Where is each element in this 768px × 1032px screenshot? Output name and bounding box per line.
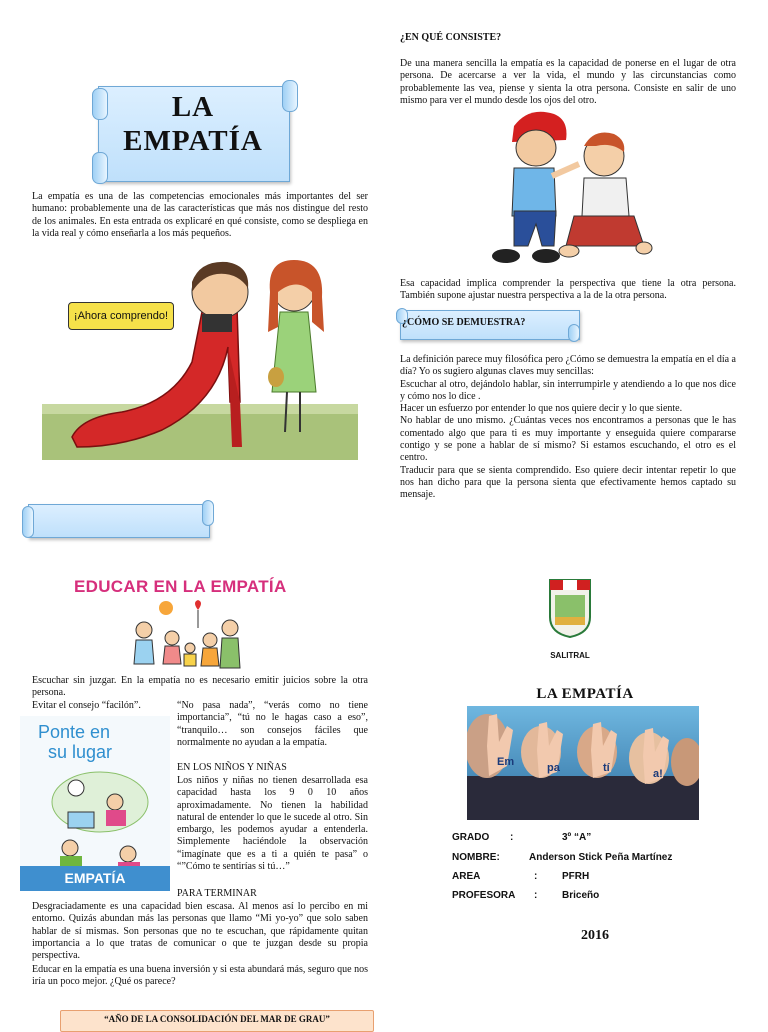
hand-letters: tí — [603, 762, 610, 774]
family-illustration — [126, 598, 248, 674]
heading-en-que-consiste: ¿EN QUÉ CONSISTE? — [400, 32, 502, 43]
poster-title: Ponte en su lugar — [38, 722, 113, 762]
kids-illustration — [484, 106, 654, 278]
como-se-demuestra-banner — [396, 306, 582, 342]
info-label: PROFESORA — [452, 890, 516, 901]
hand-letters: a! — [653, 768, 663, 780]
poster-illustration — [20, 762, 170, 882]
info-value: Briceño — [562, 890, 600, 901]
paragraph-consiste: De una manera sencilla la empatía es la capacidad de ponerse en el lugar de otra persona. De acercarse a ver la vida, el mundo y las circunstancias como probablemente las vea, piense y sienta la otra persona. Consiste en salir de uno mismo para ver el mundo desde los ojos del otro. — [400, 58, 736, 106]
demo-line: Escuchar al otro, dejándolo hablar, sin interrumpirle y atendiendo a lo que nos dice y cómo nos lo dice . — [400, 378, 736, 402]
paragraph-evitar-consejo: “No pasa nada”, “verás como no tiene importancia”, “tú no le hagas caso a eso”, “tranquilo… son consejos fáciles que normalmente no ayudan a la empatía. — [177, 700, 368, 748]
heading-educar-en-la-empatia: EDUCAR EN LA EMPATÍA — [74, 577, 287, 596]
footer-year-banner — [60, 1010, 374, 1032]
info-sep: : — [534, 890, 538, 901]
cover-year: 2016 — [581, 928, 609, 943]
hand-letters: Em — [497, 756, 515, 768]
info-sep: : — [510, 832, 514, 843]
paragraph-escuchar-sin-juzgar: Escuchar sin juzgar. En la empatía no es necesario emitir juicios sobre la otra persona. — [32, 675, 368, 699]
demo-line: La definición parece muy filosófica pero ¿Cómo se demuestra la empatía en el día a día? Yo os sugiero algunas claves muy sencillas: — [400, 354, 736, 378]
poster-label: EMPATÍA — [20, 866, 170, 891]
paragraph-demuestra — [400, 354, 736, 502]
shoe-cartoon — [42, 252, 358, 460]
subheading-para-terminar: PARA TERMINAR — [177, 888, 257, 899]
hand-letters: pa — [547, 762, 560, 774]
info-value: PFRH — [562, 871, 590, 882]
speech-bubble-text: ¡Ahora comprendo! — [73, 310, 169, 322]
info-label: AREA — [452, 871, 481, 882]
info-value: 3º “A” — [562, 832, 592, 843]
speech-bubble — [68, 302, 174, 330]
paragraph-perspectiva: Esa capacidad implica comprender la perspectiva que tiene la otra persona. También supone ajustar nuestra perspectiva a la de la otra persona. — [400, 278, 736, 302]
demo-line: Traducir para que se sienta comprendido. Eso quiere decir intentar repetir lo que nos han dicho para que la persona sienta que efectivamente hemos captado su mensaje. — [400, 464, 736, 501]
evitar-consejo-label: Evitar el consejo “facilón”. — [32, 700, 141, 711]
info-sep: : — [534, 871, 538, 882]
document-title: LA EMPATÍA — [123, 91, 263, 157]
family-drawing — [126, 598, 248, 674]
subheading-ninos: EN LOS NIÑOS Y NIÑAS — [177, 762, 287, 773]
school-shield-icon — [547, 577, 593, 639]
demo-line: No hablar de uno mismo. ¿Cuántas veces nos encontramos a personas que le has comentado algo que para ti es muy importante y enseguida quiere compararse contigo y se pone a hablar de sí mismo? Si estamos escuchando, el otro es el centro. — [400, 415, 736, 464]
title-scroll-banner — [92, 80, 294, 186]
info-label: GRADO — [452, 832, 490, 843]
empathy-hands-photo — [467, 706, 699, 820]
intro-paragraph: La empatía es una de las competencias emocionales más importantes del ser humano: probablemente una de las características que más nos distingue del resto de los animales. En esta entrada os explicaré en qué consiste, como se despliega en la vida real y cómo enseñarla a los más pequeños. — [32, 191, 368, 239]
shoe-cartoon-illustration — [42, 252, 358, 460]
paragraph-para-terminar: Desgraciadamente es una capacidad bien escasa. Al menos así lo percibo en mi entorno. Quizás abundan más las personas que llamo “Mi yo-yo” que solo saben hablar de sí mismas. Son personas que no te escuchan, que rápidamente quitan importancia a lo que tratas de comunicar o que te juzgan desde su propia perspectiva. — [32, 901, 368, 962]
paragraph-ninos: Los niños y niñas no tienen desarrollada esa capacidad hasta los 9 0 10 años aproximadamente. No tienen la habilidad natural de entender lo que le sucede al otro. Sin embargo, les podemos ayudar a entenderla. Simplemente haciéndole la observación “imagínate que es a ti a quién te pasa” o “”Cómo te sentirías si tú…” — [177, 775, 368, 873]
heading-como-se-demuestra: ¿CÓMO SE DEMUESTRA? — [402, 317, 526, 328]
cover-title: LA EMPATÍA — [536, 686, 634, 702]
info-label: NOMBRE: — [452, 852, 500, 863]
info-value: Anderson Stick Peña Martínez — [529, 852, 673, 863]
ponte-en-su-lugar-poster — [20, 716, 170, 891]
demo-line: Hacer un esfuerzo por entender lo que nos quiere decir y lo que siente. — [400, 403, 683, 415]
kids-helping-illustration — [484, 106, 654, 278]
school-name: SALITRAL — [550, 651, 590, 660]
footer-banner-text: “AÑO DE LA CONSOLIDACIÓN DEL MAR DE GRAU” — [104, 1014, 330, 1024]
paragraph-educar-inversion: Educar en la empatía es una buena inversión y si esta abundará más, seguro que nos iría un poco mejor. ¿Qué os parece? — [32, 964, 368, 988]
empty-scroll-banner — [22, 500, 214, 540]
